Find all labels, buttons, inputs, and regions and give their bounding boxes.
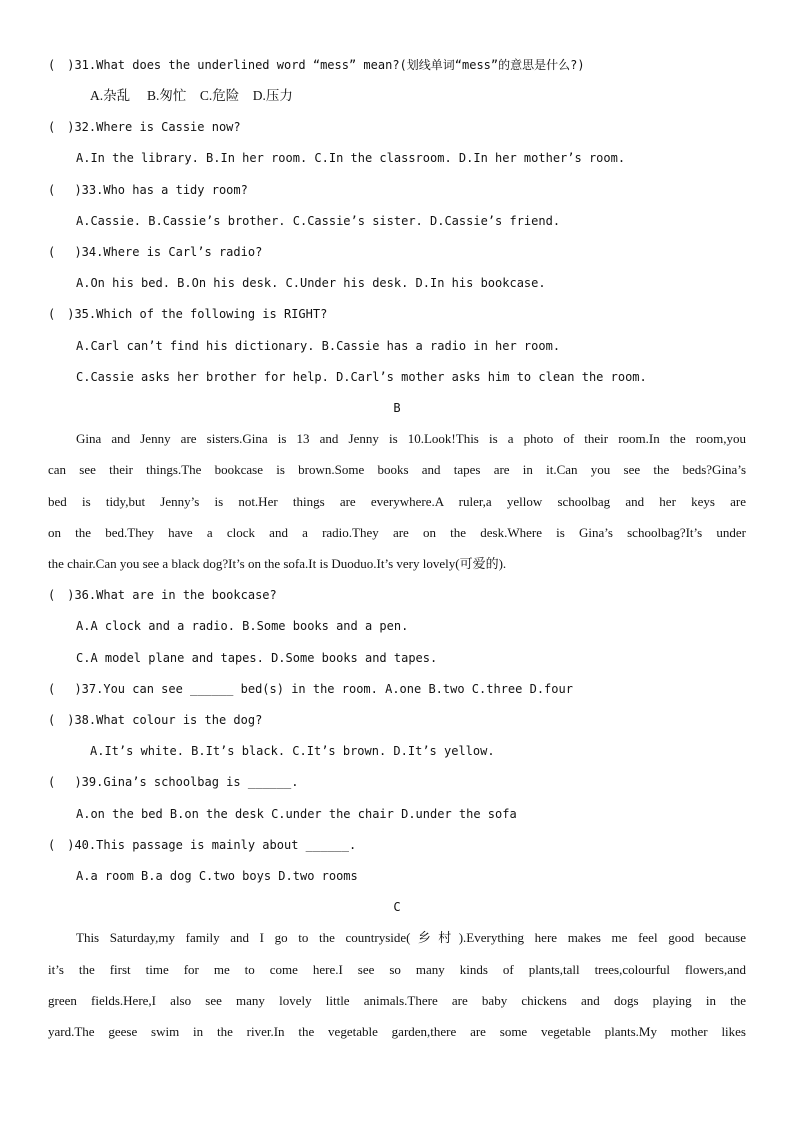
options-40: A.a room B.a dog C.two boys D.two rooms [76, 869, 358, 883]
options-38: A.It’s white. B.It’s black. C.It’s brown. D.It’s yellow. [90, 744, 495, 758]
question-36: ( )36.What are in the bookcase? [48, 588, 277, 602]
passage-c-line: green fields.Here,I also see many lovely little animals.There are baby chickens and dogs playing in the [48, 993, 746, 1008]
section-c-heading: C [393, 900, 401, 914]
passage-b-line: on the bed.They have a clock and a radio.They are on the desk.Where is Gina’s schoolbag?It’s under [48, 525, 746, 540]
question-33: ( )33.Who has a tidy room? [48, 183, 248, 197]
passage-c-line: it’s the first time for me to come here.I see so many kinds of plants,tall trees,colourful flowers,and [48, 962, 746, 977]
options-32: A.In the library. B.In her room. C.In the classroom. D.In her mother’s room. [76, 151, 626, 165]
options-33: A.Cassie. B.Cassie’s brother. C.Cassie’s sister. D.Cassie’s friend. [76, 214, 561, 228]
options-39: A.on the bed B.on the desk C.under the chair D.under the sofa [76, 807, 517, 821]
question-40: ( )40.This passage is mainly about ______. [48, 838, 357, 852]
options-31: A.杂乱 B.匆忙 C.危险 D.压力 [90, 88, 293, 103]
options-34: A.On his bed. B.On his desk. C.Under his desk. D.In his bookcase. [76, 276, 546, 290]
options-35-line-2: C.Cassie asks her brother for help. D.Carl’s mother asks him to clean the room. [76, 370, 647, 384]
passage-b-line: bed is tidy,but Jenny’s is not.Her things are everywhere.A ruler,a yellow schoolbag and her keys are [48, 494, 746, 509]
section-b-heading: B [393, 401, 401, 415]
question-39: ( )39.Gina’s schoolbag is ______. [48, 775, 299, 789]
question-38: ( )38.What colour is the dog? [48, 713, 263, 727]
question-34: ( )34.Where is Carl’s radio? [48, 245, 263, 259]
options-36-line-1: A.A clock and a radio. B.Some books and a pen. [76, 619, 409, 633]
passage-c-line: This Saturday,my family and I go to the countryside(乡村).Everything here makes me feel good because [76, 930, 746, 945]
options-35-line-1: A.Carl can’t find his dictionary. B.Cassie has a radio in her room. [76, 339, 561, 353]
passage-b-line: Gina and Jenny are sisters.Gina is 13 and Jenny is 10.Look!This is a photo of their room.In the room,you [76, 431, 746, 446]
passage-b-line: can see their things.The bookcase is brown.Some books and tapes are in it.Can you see the beds?Gina’s [48, 462, 746, 477]
options-36-line-2: C.A model plane and tapes. D.Some books and tapes. [76, 651, 438, 665]
question-37: ( )37.You can see ______ bed(s) in the room. A.one B.two C.three D.four [48, 682, 573, 696]
passage-b-line: the chair.Can you see a black dog?It’s on the sofa.It is Duoduo.It’s very lovely(可爱的). [48, 556, 507, 571]
question-31: ( )31.What does the underlined word “mess” mean?(划线单词“mess”的意思是什么?) [48, 58, 585, 72]
question-32: ( )32.Where is Cassie now? [48, 120, 241, 134]
passage-c-line: yard.The geese swim in the river.In the vegetable garden,there are some vegetable plants.My mother likes [48, 1024, 746, 1039]
question-35: ( )35.Which of the following is RIGHT? [48, 307, 328, 321]
